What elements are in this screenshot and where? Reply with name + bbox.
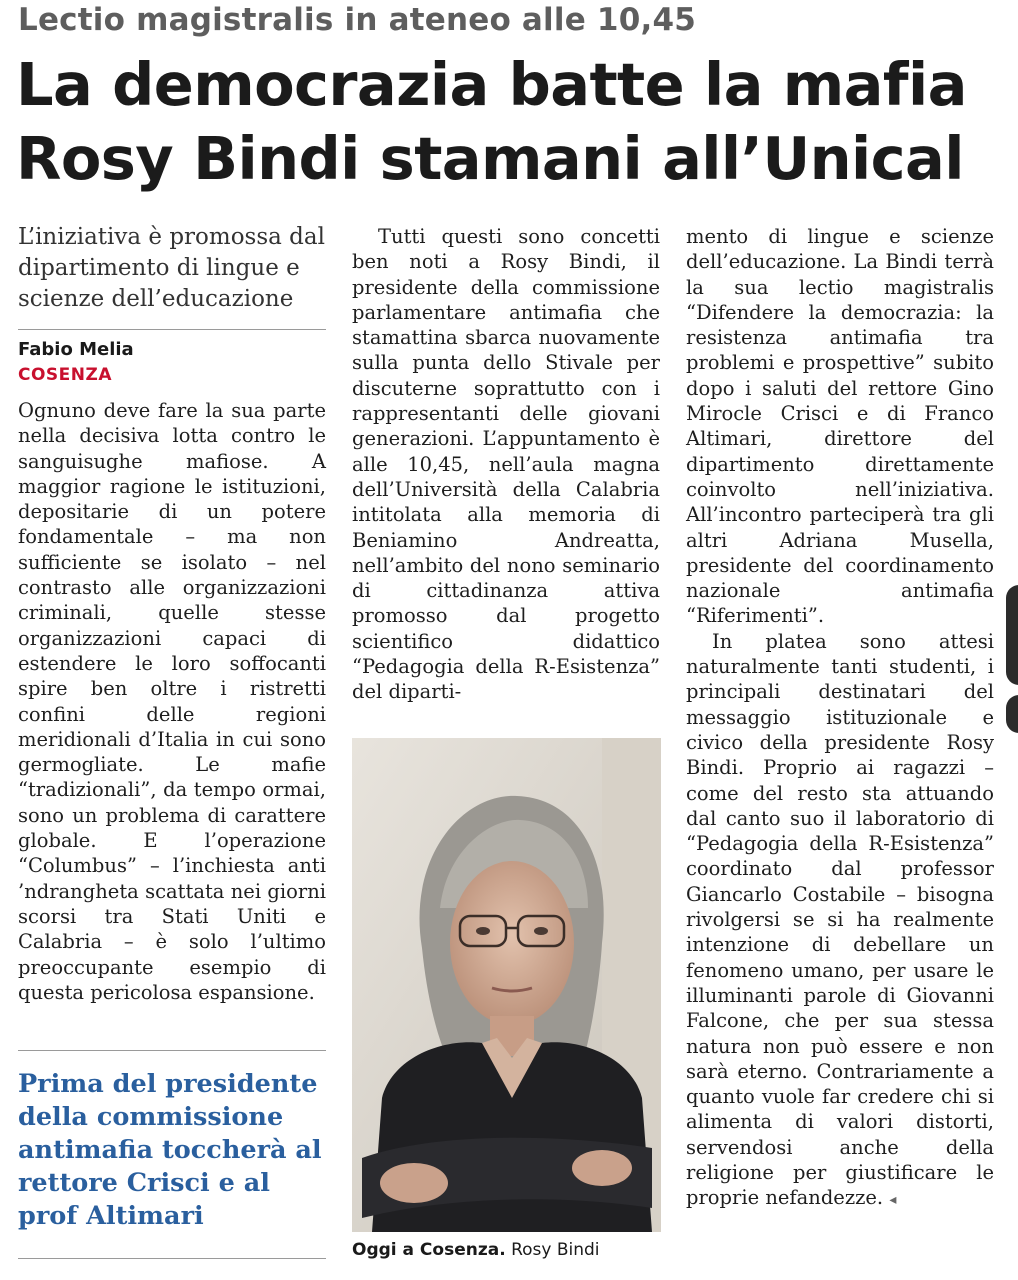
- kicker-headline: Lectio magistralis in ateneo alle 10,45: [18, 2, 696, 38]
- summary-subhead: L’iniziativa è promossa dal dipartimento di lingue e scienze dell’educazione: [18, 224, 325, 312]
- headline-line-1: La democrazia batte la mafia: [16, 50, 967, 119]
- article-column-2: [352, 224, 660, 705]
- divider-top: [18, 329, 326, 330]
- side-tab-decoration: [1006, 695, 1018, 733]
- portrait-illustration: [352, 738, 661, 1232]
- article-column-1: [18, 398, 326, 1005]
- pull-quote: Prima del presidente della commissione antimafia toccherà al rettore Crisci e al prof Altimari: [18, 1069, 322, 1231]
- byline-city: COSENZA: [18, 365, 112, 385]
- photo-caption: [352, 1240, 672, 1260]
- portrait-photo: [352, 738, 661, 1232]
- article-column-3: [686, 224, 994, 1214]
- paragraph-text: In platea sono attesi naturalmente tanti studenti, i principali destinatari del messaggio istituzionale e civico della presidente Rosy Bindi. Proprio ai ragazzi – come del resto sta attuando dal canto suo il laboratorio di “Pedagogia della R-Esistenza” coordinato dal professor Giancarlo Costabile – bisogna rivolgersi se si ha realmente intenzione di debellare un fenomeno umano, per usare le illuminanti parole di Giovanni Falcone, che per sua stessa natura non può essere e non sarà eterno. Contrariamente a quanto vuole far credere chi si alimenta di valori distorti, servendosi anche della religione per giustificare le proprie nefandezze.: [686, 629, 994, 1210]
- paragraph: Ognuno deve fare la sua parte nella decisiva lotta contro le sanguisughe mafiose. A maggior ragione le istituzioni, depositarie di un potere fondamentale – ma non sufficiente se isolato – nel contrasto alle organizzazioni criminali, quelle stesse organizzazioni capaci di estendere le loro soffocanti spire ben oltre i ristretti confini delle regioni meridionali d’Italia in cui sono germogliate. Le mafie “tradizionali”, da tempo ormai, sono un problema di carattere globale. E l’operazione “Columbus” – l’inchiesta anti ’ndrangheta scattata nei giorni scorsi tra Stati Uniti e Calabria – è solo l’ultimo preoccupante esempio di questa pericolosa espansione.: [18, 399, 326, 1004]
- divider-bottom: [18, 1258, 326, 1259]
- headline-line-2: Rosy Bindi stamani all’Unical: [16, 124, 964, 193]
- end-mark-icon: ◂: [889, 1192, 897, 1209]
- side-tab-decoration: [1006, 585, 1018, 685]
- caption-text: Rosy Bindi: [511, 1240, 600, 1260]
- caption-lead: Oggi a Cosenza.: [352, 1240, 506, 1260]
- main-headline: [16, 48, 1006, 196]
- byline-author: Fabio Melia: [18, 339, 134, 360]
- paragraph: [686, 629, 994, 1214]
- divider-middle: [18, 1050, 326, 1051]
- paragraph: Tutti questi sono concetti ben noti a Rosy Bindi, il presidente della commissione parlamentare antimafia che stamattina sbarca nuovamente sulla punta dello Stivale per discuterne soprattutto con i rappresentanti delle giovani generazioni. L’appuntamento è alle 10,45, nell’aula magna dell’Università della Calabria intitolata alla memoria di Beniamino Andreatta, nell’ambito del nono seminario di cittadinanza attiva promosso dal progetto scientifico didattico “Pedagogia della R-Esistenza” del diparti-: [352, 225, 660, 704]
- paragraph: mento di lingue e scienze dell’educazione. La Bindi terrà la sua lectio magistralis “Difendere la democrazia: la resistenza antimafia tra problemi e prospettive” subito dopo i saluti del rettore Gino Mirocle Crisci e di Franco Altimari, direttore del dipartimento direttamente coinvolto nell’iniziativa. All’incontro parteciperà tra gli altri Adriana Musella, presidente del coordinamento nazionale antimafia “Riferimenti”.: [686, 225, 994, 628]
